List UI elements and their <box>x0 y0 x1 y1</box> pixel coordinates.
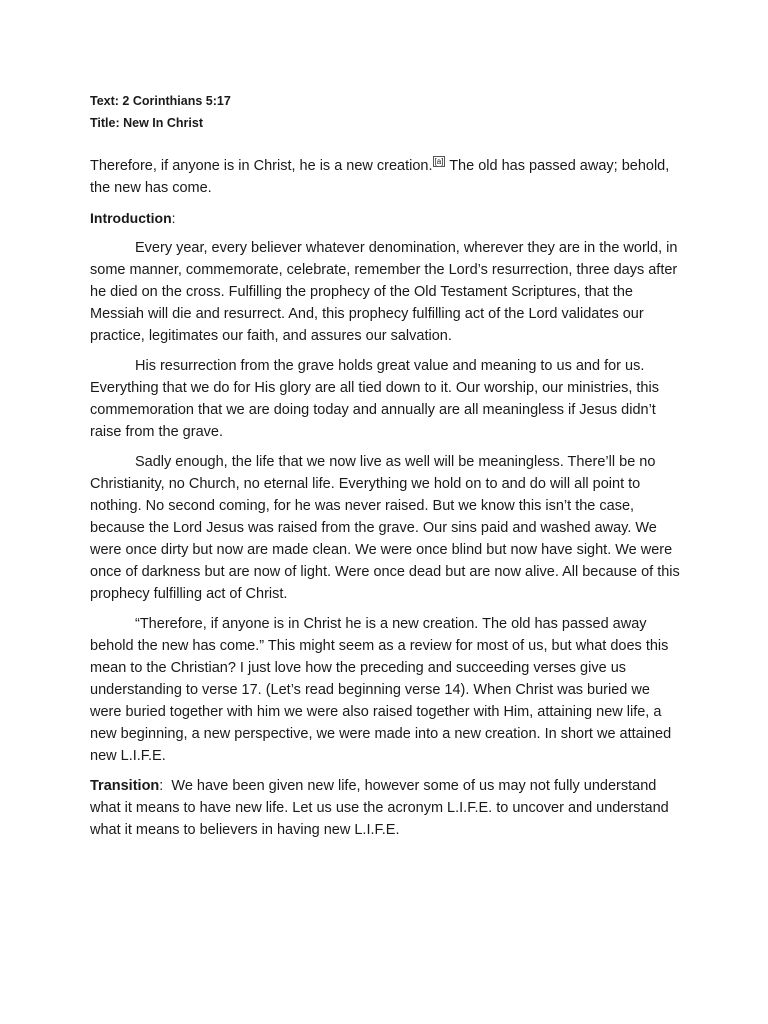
scripture-reference: Text: 2 Corinthians 5:17 <box>90 94 231 108</box>
intro-paragraph-2: His resurrection from the grave holds great value and meaning to us and for us. Everything that we do for His glory are all tied down to it. Our worship, our ministries, this commemoration that we are doing today and annually are all meaningless if Jesus didn’t raise from the grave. <box>90 358 659 440</box>
sermon-title: Title: New In Christ <box>90 116 203 130</box>
introduction-heading-label: Introduction <box>90 210 172 226</box>
intro-paragraph-1: Every year, every believer whatever denomination, wherever they are in the world, in some manner, commemorate, celebrate, remember the Lord’s resurrection, three days after he died on the cross. Fulfilling the prophecy of the Old Testament Scriptures, that the Messiah will die and resurrect. And, this prophecy fulfilling act of the Lord validates our practice, legitimates our faith, and assures our salvation. <box>90 240 678 344</box>
transition-text: We have been given new life, however some of us may not fully understand what it means to have new life. Let us use the acronym L.I.F.E. to uncover and understand what it means to believers in having new L.I.F.E. <box>90 778 669 838</box>
key-verse-part-1: Therefore, if anyone is in Christ, he is a new creation. <box>90 158 433 174</box>
transition-separator: : <box>159 778 172 794</box>
sermon-header <box>90 90 685 134</box>
document-page <box>90 90 685 841</box>
transition-paragraph <box>90 775 685 841</box>
introduction-heading-colon: : <box>171 210 176 226</box>
footnote-marker[interactable]: [a] <box>434 157 444 166</box>
key-verse <box>90 155 685 199</box>
intro-paragraph-3: Sadly enough, the life that we now live as well will be meaningless. There’ll be no Christianity, no Church, no eternal life. Everything we hold on to and do will all point to nothing. No second coming, for he was never raised. But we know this isn’t the case, because the Lord Jesus was raised from the grave. Our sins paid and washed away. We were once dirty but now are made clean. We were once blind but now have sight. We were once of darkness but are now of light. Were once dead but are now alive. All because of this prophecy fulfilling act of Christ. <box>90 454 680 602</box>
introduction-heading <box>90 207 685 229</box>
transition-label: Transition <box>90 778 160 794</box>
key-verse-part-2: The old has passed away; behold, the new has come. <box>90 158 670 196</box>
intro-paragraph-4: “Therefore, if anyone is in Christ he is a new creation. The old has passed away behold the new has come.” This might seem as a review for most of us, but what does this mean to the Christian? I just love how the preceding and succeeding verses give us understanding to verse 17. (Let’s read beginning verse 14). When Christ was buried we were buried together with him we were also raised together with Him, attaining new life, a new beginning, a new perspective, we were made into a new creation. In short we attained new L.I.F.E. <box>90 616 672 764</box>
